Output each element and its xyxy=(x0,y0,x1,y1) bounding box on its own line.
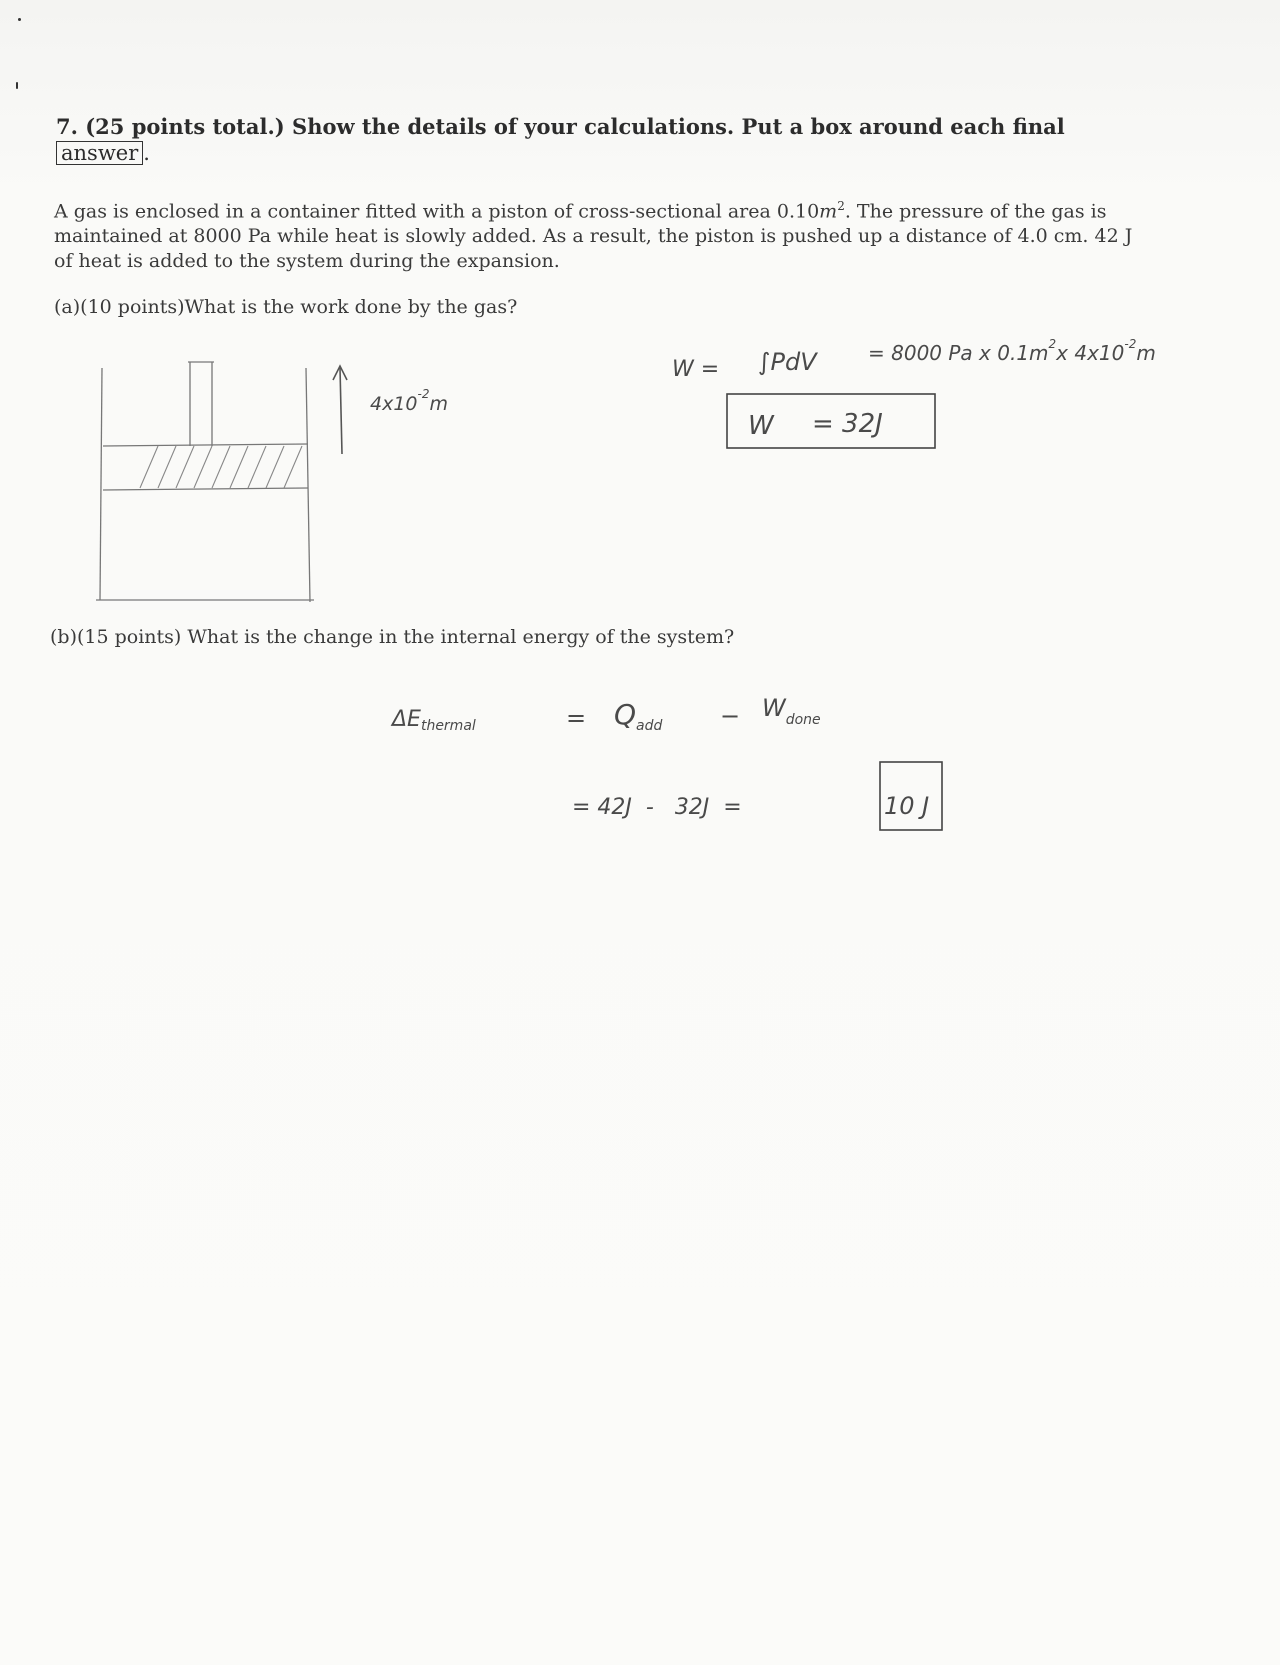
displacement-arrow-shaft xyxy=(340,368,342,454)
energy-calculation: = 42J - 32J = xyxy=(572,795,742,820)
problem-text-2: . The pressure of the gas is maintained at 8000 Pa while heat is slowly added. As a result, the piston is pushed up a distance of 4.0 cm. 42 J of heat is added to the system during the expansion. xyxy=(54,200,1133,273)
container-right-wall xyxy=(306,368,310,602)
problem-unit-exp: 2 xyxy=(837,199,845,213)
answer-box-word: answer xyxy=(56,141,143,165)
displacement-label: $4x10^{-2}m$ xyxy=(370,387,448,415)
piston-top-edge xyxy=(103,444,308,446)
question-header-text: 7. (25 points total.) Show the details of your calculations. Put a box around each final xyxy=(56,114,1065,139)
piston-hatching xyxy=(140,446,302,488)
work-answer-rhs: = 32J xyxy=(812,409,883,439)
work-substitution: = 8000 Pa x $0.1m^2x$ $4x10^{-2}m$ xyxy=(868,337,1156,365)
work-integral-lhs: W = xyxy=(672,357,720,382)
work-answer-lhs: W xyxy=(748,411,774,441)
piston-bottom-edge xyxy=(103,488,308,490)
q-added: $Q_{add}$ xyxy=(614,698,663,734)
energy-final-answer: 10 J xyxy=(884,792,930,820)
delta-e-thermal: ΔEthermal xyxy=(392,707,476,734)
problem-unit: m xyxy=(819,200,838,223)
container-left-wall xyxy=(100,368,102,600)
part-b-prompt: (b)(15 points) What is the change in the internal energy of the system? xyxy=(50,626,735,648)
eq-minus: − xyxy=(720,702,741,730)
w-done: $W_{done}$ xyxy=(762,694,821,728)
header-period: . xyxy=(143,141,150,165)
eq-equals: = xyxy=(566,704,587,732)
problem-text-1: A gas is enclosed in a container fitted with a piston of cross-sectional area 0.10 xyxy=(54,200,820,223)
work-integral-rhs: ∫PdV xyxy=(758,348,817,376)
piston-container-sketch xyxy=(96,362,347,602)
part-a-prompt: (a)(10 points)What is the work done by the gas? xyxy=(54,296,518,318)
